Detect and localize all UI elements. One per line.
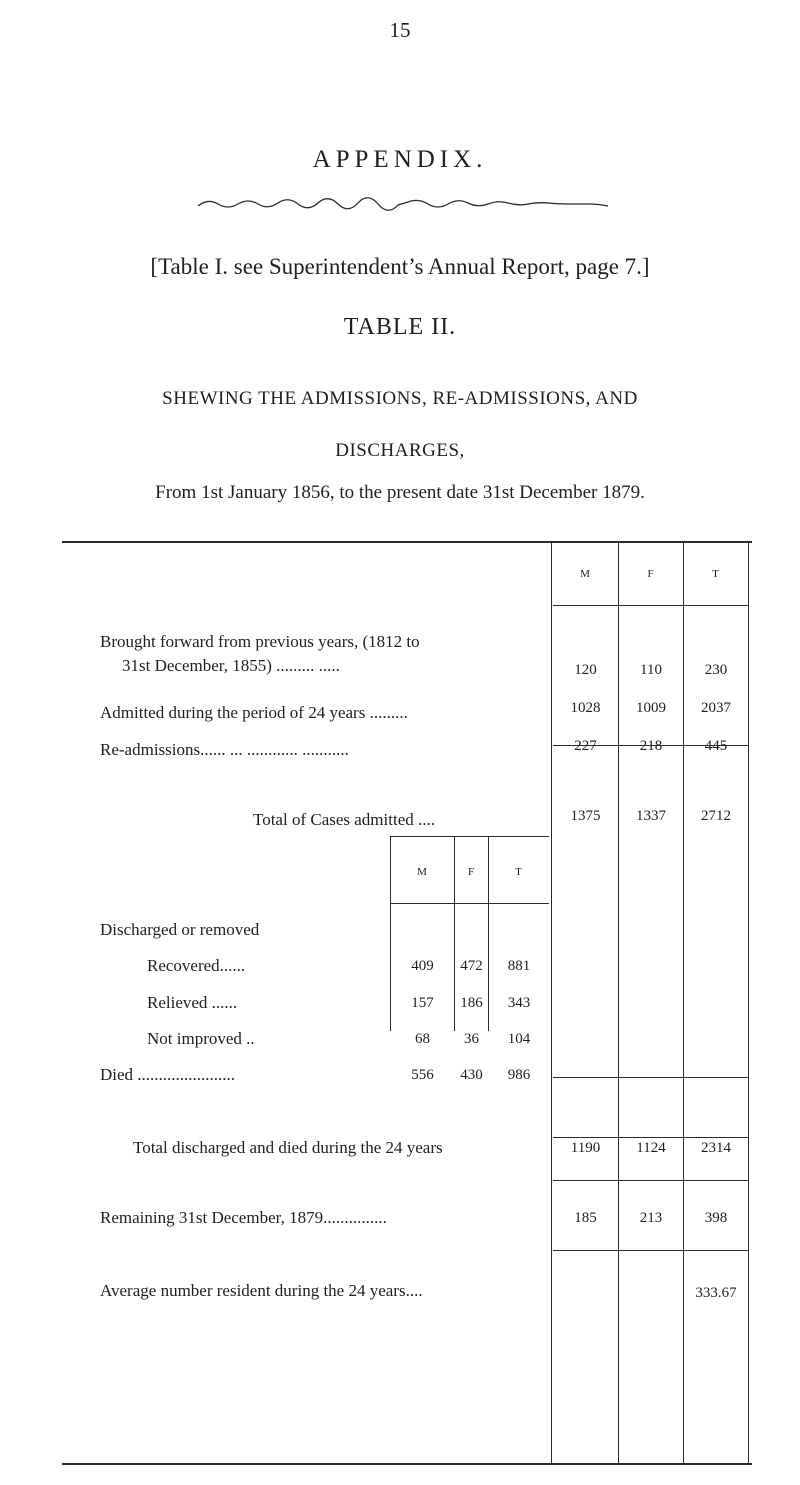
subtotal-rule-discharged — [553, 1077, 748, 1078]
row-label-admitted: Admitted during the period of 24 years ......... — [100, 703, 408, 722]
cell-recovered-t: 881 — [507, 958, 531, 974]
cell-total-discharged-f: 1124 — [636, 1140, 666, 1156]
row-label-relieved: Relieved ...... — [147, 993, 238, 1012]
cell-total-discharged-m: 1190 — [570, 1140, 601, 1156]
row-label-died: Died ....................... — [100, 1065, 236, 1084]
subtable-header-underline — [391, 903, 549, 904]
cell-not-improved-t: 104 — [507, 1031, 531, 1047]
cell-admitted-f: 1009 — [636, 700, 666, 716]
column-rule-t — [683, 541, 684, 1463]
cell-remaining-f: 213 — [639, 1210, 663, 1226]
rule-before-remaining — [553, 1180, 748, 1181]
row-label-brought-forward: Brought forward from previous years, (1812 to — [100, 632, 420, 651]
col-header-f: F — [647, 568, 655, 580]
row-label-total-admitted: Total of Cases admitted .... — [253, 810, 435, 829]
row-label-readmissions: Re-admissions...... ... ............ ........... — [100, 740, 349, 759]
subtable-header-f: F — [467, 866, 476, 878]
date-range: From 1st January 1856, to the present date 31st December 1879. — [155, 482, 645, 503]
subtable-header-t: T — [515, 866, 523, 878]
rule-before-average — [553, 1250, 748, 1251]
col-header-m: M — [580, 568, 591, 580]
cell-remaining-m: 185 — [574, 1210, 597, 1226]
cell-readmissions-t: 445 — [704, 738, 728, 754]
col-header-t: T — [712, 568, 720, 580]
cell-recovered-f: 472 — [460, 958, 483, 974]
table-title: TABLE II. — [343, 314, 457, 340]
cell-died-m: 556 — [411, 1067, 434, 1083]
cell-brought-forward-t: 230 — [704, 662, 728, 678]
cell-remaining-t: 398 — [704, 1210, 728, 1226]
cell-total-admitted-t: 2712 — [701, 808, 731, 824]
row-label-average: Average number resident during the 24 years.... — [100, 1281, 423, 1300]
page-number: 15 — [389, 18, 411, 42]
row-label-recovered: Recovered...... — [147, 956, 246, 975]
table-bottom-rule — [62, 1463, 752, 1465]
cell-died-f: 430 — [460, 1067, 483, 1083]
cell-brought-forward-f: 110 — [640, 662, 662, 678]
header-underline — [553, 605, 748, 606]
subtable-top-rule — [390, 836, 549, 837]
cell-not-improved-m: 68 — [415, 1031, 430, 1047]
row-label-remaining: Remaining 31st December, 1879............... — [100, 1208, 387, 1227]
cell-total-admitted-m: 1375 — [570, 808, 601, 824]
table-subtitle-line1: SHEWING THE ADMISSIONS, RE-ADMISSIONS, AND — [162, 388, 638, 409]
table-subtitle-line2: DISCHARGES, — [335, 440, 465, 461]
cell-readmissions-f: 218 — [639, 738, 663, 754]
cell-relieved-m: 157 — [411, 995, 434, 1011]
subtotal-rule-remaining — [553, 1137, 748, 1138]
table-top-rule — [62, 541, 752, 543]
cell-admitted-t: 2037 — [701, 700, 731, 716]
cell-died-t: 986 — [507, 1067, 531, 1083]
cell-average-t: 333.67 — [695, 1285, 737, 1301]
column-rule-right — [748, 541, 749, 1463]
column-rule-m — [551, 541, 552, 1463]
cell-recovered-m: 409 — [411, 958, 434, 974]
decorative-flourish-icon — [196, 194, 610, 216]
subtable-header-m: M — [417, 866, 428, 878]
appendix-heading: APPENDIX. — [312, 146, 488, 173]
section-heading-discharged: Discharged or removed — [100, 920, 260, 939]
cell-relieved-f: 186 — [460, 995, 483, 1011]
cell-readmissions-m: 227 — [574, 738, 597, 754]
row-label-not-improved: Not improved .. — [147, 1029, 255, 1048]
column-rule-f — [618, 541, 619, 1463]
cell-relieved-t: 343 — [507, 995, 531, 1011]
cell-brought-forward-m: 120 — [574, 662, 597, 678]
reference-note: [Table I. see Superintendent’s Annual Report, page 7.] — [150, 254, 650, 279]
cell-total-discharged-t: 2314 — [701, 1140, 731, 1156]
row-label-brought-forward-cont: 31st December, 1855) ......... ..... — [122, 656, 340, 675]
cell-total-admitted-f: 1337 — [636, 808, 666, 824]
row-label-total-discharged: Total discharged and died during the 24 years — [133, 1138, 443, 1157]
cell-admitted-m: 1028 — [570, 700, 601, 716]
cell-not-improved-f: 36 — [464, 1031, 479, 1047]
